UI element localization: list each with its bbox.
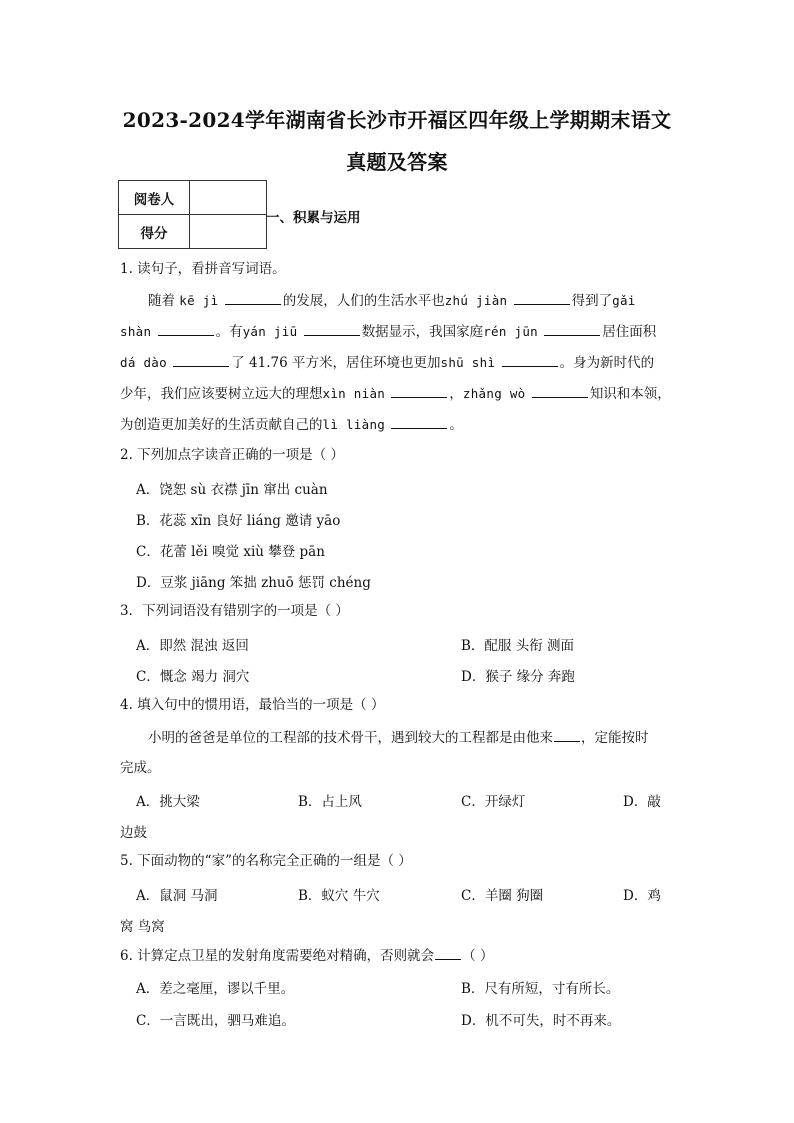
q1-pinyin: xìn niàn: [322, 386, 386, 401]
answer-blank[interactable]: [554, 728, 580, 742]
score-label: 得分: [119, 215, 190, 249]
answer-blank[interactable]: [514, 291, 570, 305]
q2-option-c[interactable]: C．花蕾 lěi 嗅觉 xiù 攀登 pān: [136, 544, 325, 560]
q6-option-b[interactable]: B．尺有所短，寸有所长。: [461, 981, 620, 997]
answer-blank[interactable]: [304, 322, 360, 336]
q6-option-a[interactable]: A．差之毫厘，谬以千里。: [136, 981, 295, 997]
q1-text: 少年，我们应该要树立远大的理想: [120, 386, 323, 402]
section-title: 一、积累与运用: [266, 210, 361, 226]
q1-pinyin: gǎi: [612, 293, 636, 308]
q1-text: 数据显示，我国家庭: [361, 324, 484, 340]
answer-blank[interactable]: [173, 353, 229, 367]
q1-line4: [120, 384, 671, 403]
q1-text: 的发展，人们的生活水平也: [282, 293, 445, 309]
q1-text: 了 41.76 平方米，居住环境也更加: [231, 355, 441, 371]
q5-option-a[interactable]: A．鼠洞 马洞: [136, 888, 218, 904]
q4-option-d[interactable]: D．敲: [623, 794, 661, 810]
q4-context-text: 小明的爸爸是单位的工程部的技术骨干，遇到较大的工程都是由他来: [148, 730, 553, 746]
q1-text: 为创造更加美好的生活贡献自己的: [120, 417, 323, 433]
q1-pinyin: lì liàng: [322, 417, 386, 432]
q4-context-text: ，定能按时: [581, 730, 649, 746]
answer-blank[interactable]: [225, 291, 281, 305]
q4-option-a[interactable]: A．挑大梁: [136, 794, 200, 810]
q5-option-c[interactable]: C．羊圈 狗圈: [461, 888, 544, 904]
q1-line3: [120, 353, 654, 372]
q1-line1: [148, 291, 636, 310]
q5-stem: 5. 下面动物的“家”的名称完全正确的一组是（ ）: [120, 853, 412, 869]
q1-text: 知识和本领，: [589, 386, 671, 402]
q1-text: 。有: [215, 324, 243, 340]
q6-stem-text: （ ）: [462, 948, 494, 964]
q6-stem-text: 6. 计算定点卫星的发射角度需要绝对精确，否则就会: [120, 948, 435, 964]
answer-blank[interactable]: [391, 384, 447, 398]
q1-text: ，: [449, 386, 463, 402]
q1-pinyin: shàn: [120, 324, 152, 339]
q1-line2: [120, 322, 656, 341]
answer-blank[interactable]: [532, 384, 588, 398]
q4-option-b[interactable]: B．占上风: [298, 794, 362, 810]
q3-option-a[interactable]: A．即然 混浊 返回: [136, 638, 249, 654]
q1-text: 。身为新时代的: [559, 355, 655, 371]
q2-option-a[interactable]: A．饶恕 sù 衣襟 jīn 窜出 cuàn: [136, 482, 328, 498]
q1-text: 居住面积: [602, 324, 657, 340]
answer-blank[interactable]: [544, 322, 600, 336]
q1-pinyin: zhú jiàn: [444, 293, 508, 308]
q1-pinyin: yán jiū: [242, 324, 298, 339]
score-table: [118, 180, 267, 249]
q3-option-c[interactable]: C．慨念 竭力 洞穴: [136, 669, 250, 685]
q4-context-end: 完成。: [120, 760, 161, 776]
q4-stem: 4. 填入句中的惯用语，最恰当的一项是（ ）: [120, 697, 385, 713]
q5-option-d-wrap[interactable]: 窝 鸟窝: [120, 919, 165, 935]
q1-pinyin: kē jì: [179, 293, 219, 308]
exam-title-line2: 真题及答案: [346, 150, 448, 174]
q5-option-b[interactable]: B．蚁穴 牛穴: [298, 888, 380, 904]
q2-option-b[interactable]: B．花蕊 xīn 良好 liáng 邀请 yāo: [136, 513, 341, 529]
q1-text: 随着: [148, 293, 175, 309]
score-cell: [190, 215, 267, 249]
exam-title-line1: 2023-2024学年湖南省长沙市开福区四年级上学期期末语文: [122, 108, 672, 132]
q3-stem: 3．下列词语没有错别字的一项是（ ）: [120, 603, 349, 619]
q1-pinyin: shū shì: [440, 355, 496, 370]
q3-option-b[interactable]: B．配服 头衔 测面: [461, 638, 575, 654]
reviewer-label: 阅卷人: [119, 181, 190, 215]
reviewer-cell: [190, 181, 267, 215]
q1-line5: [120, 415, 463, 434]
answer-blank[interactable]: [435, 946, 461, 960]
q1-pinyin: zhǎng wò: [462, 386, 526, 401]
q6-option-c[interactable]: C．一言既出，驷马难追。: [136, 1013, 295, 1029]
q1-pinyin: rén jūn: [483, 324, 538, 339]
q4-option-d-wrap[interactable]: 边鼓: [120, 825, 147, 841]
answer-blank[interactable]: [391, 415, 447, 429]
q4-context: [148, 728, 649, 747]
q6-option-d[interactable]: D．机不可失，时不再来。: [461, 1013, 621, 1029]
q2-option-d[interactable]: D．豆浆 jiāng 笨拙 zhuō 惩罚 chéng: [136, 575, 371, 591]
q5-option-d[interactable]: D．鸡: [623, 888, 661, 904]
q4-option-c[interactable]: C．开绿灯: [461, 794, 526, 810]
q3-option-d[interactable]: D．猴子 缘分 奔跑: [461, 669, 575, 685]
q2-stem: 2. 下列加点字读音正确的一项是（ ）: [120, 447, 344, 463]
q1-pinyin: dá dào: [120, 355, 167, 370]
answer-blank[interactable]: [158, 322, 214, 336]
q1-text: 得到了: [571, 293, 613, 309]
q6-stem: [120, 946, 493, 965]
q1-text: 。: [449, 417, 463, 433]
answer-blank[interactable]: [502, 353, 558, 367]
q1-stem: 1. 读句子，看拼音写词语。: [120, 261, 286, 277]
